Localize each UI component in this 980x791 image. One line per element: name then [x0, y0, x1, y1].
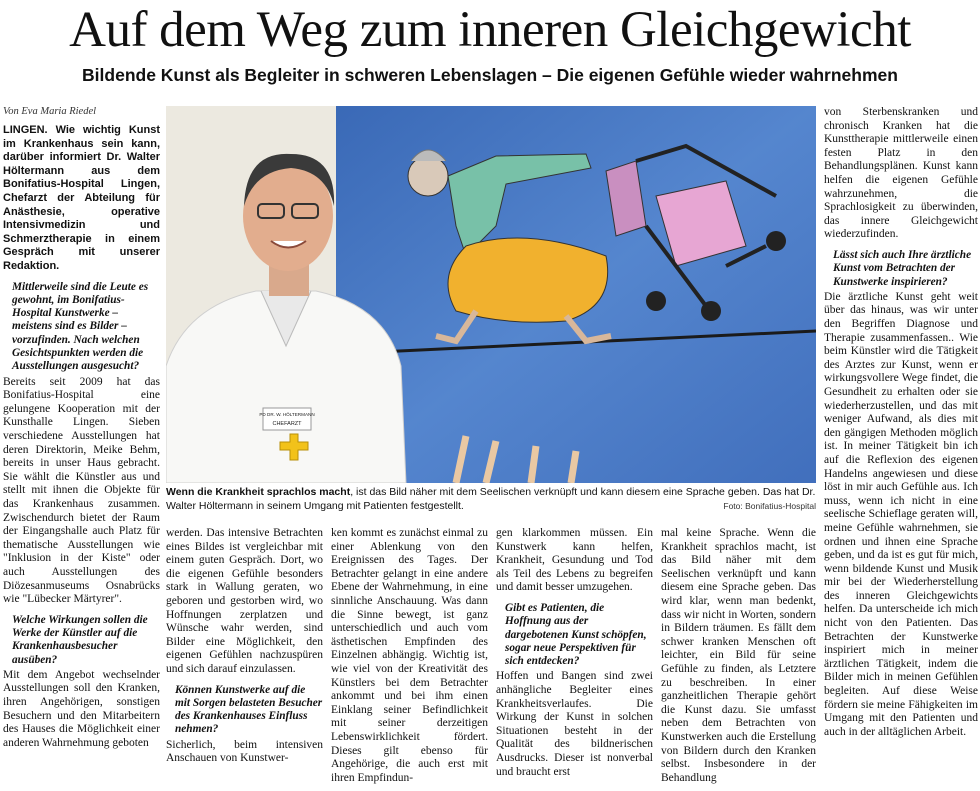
question-4: Gibt es Patienten, die Hoffnung aus der dargebotenen Kunst schöpfen, sogar neue Perspektiven für sich entdecken? — [505, 601, 647, 668]
subheadline: Bildende Kunst als Begleiter in schweren Lebenslagen – Die eigenen Gefühle wieder wahrnehmen — [82, 65, 898, 85]
column-2 — [166, 527, 323, 791]
question-5: Lässt sich auch Ihre ärztliche Kunst vom Betrachten der Kunstwerke inspirieren? — [833, 248, 972, 288]
answer-3-end: gen klarkommen müssen. Ein Kunstwerk kann helfen, Krankheit, Gesundung und Tod als Teil des Lebens zu begreifen und damit besser umzugehen. — [496, 527, 653, 594]
answer-2: Mit dem Angebot wechselnder Ausstellungen soll den Kranken, ihren Angehörigen, sonstigen Besuchern und den Mitarbeitern des Hauses die Möglichkeit einer anderen Wahrnehmung geboten — [3, 668, 160, 749]
question-2: Welche Wirkungen sollen die Werke der Künstler auf die Krankenhausbesucher ausüben? — [12, 613, 148, 666]
answer-4-cont: mal keine Sprache. Wenn die Krankheit sprachlos macht, ist das Bild näher mit dem Seelischen verknüpft und kann diesem eine Sprache geben. Das wird klar, wenn man bedenkt, dass wir nicht in Worten, sondern in Bildern träumen. Es fällt dem schwer kranken Menschen oft leichter, ein Bild für seine Gefühle zu finden, als Letztere zu beschreiben. In einer ganzheitlichen Therapie gehört die Kunst dazu. Sie umfasst neben dem Betrachten von Kunstwerken auch die Erstellung von Bildern durch den Kranken selbst. Insbesondere in der Behandlung — [661, 527, 816, 784]
column-3 — [331, 527, 488, 791]
answer-3: Sicherlich, beim intensiven Anschauen von Kunstwer- — [166, 738, 323, 765]
headline: Auf dem Weg zum inneren Gleichgewicht — [69, 2, 911, 58]
answer-4: Hoffen und Bangen sind zwei anhängliche Begleiter eines Krankheitsverlaufes. Die Wirkung der Kunst in solchen Situationen besteht in der Qualität des bildnerischen Ausdrucks. Dieser ist nonverbal und braucht erst — [496, 670, 653, 778]
photo-credit: Foto: Bonifatius-Hospital — [720, 500, 816, 514]
caption-bold: Wenn die Krankheit sprachlos macht — [166, 486, 351, 498]
rollator-wheel — [766, 231, 786, 251]
caption-text: , ist das Bild näher mit dem Seelischen verknüpft und kann diesem eine Sprache geben. Das hat Dr. Walter Höltermann in seinem Umgang mit Patienten festgestellt. — [166, 486, 816, 512]
answer-5: Die ärztliche Kunst geht weit über das hinaus, was wir unter den Begriffen Diagnose und Therapie zusammenfassen.. Wie beim Künstler wird die Tätigkeit des Arztes zur Kunst, wenn er wirkungsvollere Wege findet, die Gesundheit zu erhalten oder sie wiederherzustellen, und das mit weniger Aufwand, als dies mit den gängigen Methoden möglich ist. In meiner Tätigkeit bin ich auf die Reflexion des eigenen Handelns angewiesen und diese löst in mir auch Gefühle aus. Ich muss, wenn ich nicht in eine seelische Schieflage geraten will, meine Gefühle wahrnehmen, sie ordnen und ihnen eine Sprache geben, und da ist es gut für mich, wenn bildende Kunst und Musik mir bei der Wiederherstellung des inneren Gleichgewichts helfen. Da unterscheide ich mich nicht von den Patienten. Das Betrachten der Kunstwerke inspiriert mich in meiner ärztlichen Tätigkeit, indem die Bilder mich in meinen Gefühlen begleiten. Auf diese Weise fördern sie meine Fähigkeiten im Umgang mit den Patienten und auch in der alltäglichen Arbeit. — [824, 290, 978, 738]
lead-paragraph: LINGEN. Wie wichtig Kunst im Krankenhaus sein kann, darüber informiert Dr. Walter Höltermann aus dem Bonifatius-Hospital Lingen, Chefarzt der Abteilung für Anästhesie, operative Intensivmedizin und Schmerztherapie in einem Gespräch mit unserer Redaktion. — [3, 124, 160, 272]
answer-4-end: von Sterbenskranken und chronisch Kranken hat die Kunsttherapie mittlerweile einen festen Platz in den Behandlungsplänen. Kunst kann helfen die eigenen Gefühle wahrzunehmen, die Sprachlosigkeit zu überwinden, das innere Gleichgewicht wiederzufinden. — [824, 106, 978, 241]
answer-2-cont: werden. Das intensive Betrachten eines Bildes ist vergleichbar mit einem guten Gespräch. Dort, wo die eigenen Gefühle besonders stark in Wallung geraten, wo geboren und gestorben wird, wo Hoffnungen zerplatzen und Wünsche wahr werden, sind Bilder eine Möglichkeit, den eigenen Gefühlen nachzuspüren und sich darauf einzulassen. — [166, 527, 323, 675]
byline: Von Eva Maria Riedel — [3, 106, 97, 117]
question-1: Mittlerweile sind die Leute es gewohnt, im Bonifatius-Hospital Kunstwerke – meistens sind es Bilder – vorzufinden. Nach welchen Gesichtspunkten werden die Ausstellungen ausgesucht? — [12, 280, 149, 373]
column-6 — [824, 106, 978, 791]
answer-1: Bereits seit 2009 hat das Bonifatius-Hospital eine gelungene Kooperation mit der Kunsthalle Lingen. Sieben verschiedene Ausstellungen hat deren Direktorin, Meike Behm, bereits in unser Haus gebracht. Sie wählt die Künstler aus und stellt mit ihnen die Objekte für das Krankenhaus zusammen. Zwischendurch bietet der Raum der Eingangshalle auch Platz für thematische Ausstellungen wie "Inklusion in der Kiste" oder auch Ausstellungen des Diözesanmuseums Osnabrücks wie "Lübecker Märtyrer". — [3, 375, 160, 606]
rollator-wheel — [646, 291, 666, 311]
column-1 — [3, 124, 160, 791]
photo-caption — [166, 486, 816, 513]
answer-3-cont: ken kommt es zunächst einmal zu einer Ablenkung von den Ereignissen des Tages. Der Betrachter gelangt in eine andere Ebene der Wahrnehmung, in eine sinnliche Anschauung. Was dann die Sinne bewegt, ist ganz unterschiedlich und auch vom ästhetischen Empfinden des Einzelnen abhängig. Wichtig ist, wie viel von der Kreativität des Künstlers bei dem Betrachter ankommt und bei ihm einen Einklang seiner Befindlichkeit mit seiner derzeitigen Lebenswirklichkeit fördert. Dieses gilt ebenso für Angehörige, die auch erst mit ihren Empfindun- — [331, 527, 488, 784]
badge-name: PD DR. W. HÖLTERMANN — [259, 412, 315, 417]
figure-skirt — [448, 238, 608, 322]
badge-title: CHEFARZT — [272, 421, 302, 427]
column-5 — [661, 527, 816, 791]
column-4 — [496, 527, 653, 791]
question-3: Können Kunstwerke auf die mit Sorgen belasteten Besucher des Krankenhauses Einfluss nehmen? — [175, 683, 323, 736]
figure-head — [408, 156, 448, 196]
photo-illustration — [166, 106, 816, 483]
rollator-wheel — [701, 301, 721, 321]
article-photo — [166, 106, 816, 483]
